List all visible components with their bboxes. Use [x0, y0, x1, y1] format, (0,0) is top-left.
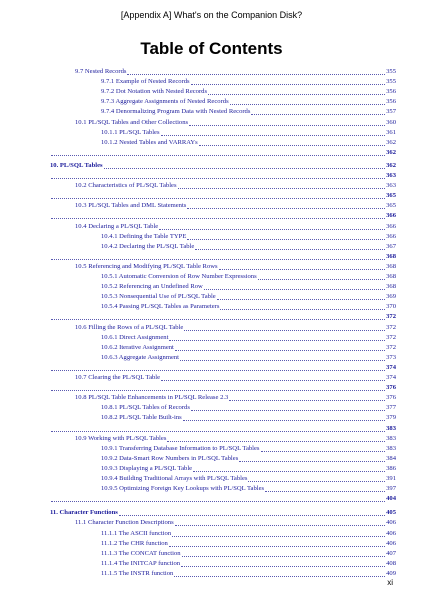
toc-entry-label: 10.9.3 Displaying a PL/SQL Table — [101, 464, 193, 472]
toc-entry-page: 379 — [386, 414, 396, 422]
toc-entry[interactable] — [75, 433, 396, 443]
toc-entry[interactable] — [101, 137, 396, 147]
toc-separator-entry[interactable] — [50, 170, 396, 180]
toc-entry-page: 356 — [386, 98, 396, 106]
toc-entry-page: 365 — [386, 192, 396, 200]
dot-leader — [51, 170, 385, 179]
toc-entry-label: 10.9 Working with PL/SQL Tables — [75, 434, 167, 442]
toc-separator-entry[interactable] — [50, 493, 396, 503]
toc-entry-page: 362 — [386, 161, 396, 169]
toc-entry-label: 10.5.1 Automatic Conversion of Row Number Expressions — [101, 273, 257, 280]
dot-leader — [51, 190, 385, 199]
toc-entry-label: 11.1.3 The CONCAT function — [101, 549, 181, 557]
dot-leader — [51, 251, 385, 260]
toc-entry-label: 10.3 PL/SQL Tables and DML Statements — [75, 202, 187, 210]
toc-separator-entry[interactable] — [50, 382, 396, 392]
toc-entry[interactable] — [101, 538, 396, 548]
toc-entry[interactable] — [101, 352, 396, 362]
toc-entry-page: 357 — [386, 108, 396, 116]
toc-entry[interactable] — [75, 517, 396, 527]
toc-entry-label: 11.1.5 The INSTR function — [101, 569, 174, 577]
toc-entry-page: 376 — [386, 384, 396, 392]
toc-entry-label: 9.7.2 Dot Notation with Nested Records — [101, 88, 208, 96]
toc-entry[interactable] — [101, 241, 396, 251]
toc-entry-page: 366 — [386, 222, 396, 230]
toc-entry-page: 383 — [386, 424, 396, 432]
toc-entry[interactable] — [101, 332, 396, 342]
running-header: [Appendix A] What's on the Companion Disk? — [120, 10, 303, 20]
dot-leader — [258, 271, 385, 280]
toc-separator-entry[interactable] — [50, 147, 396, 157]
toc-entry-page: 363 — [386, 172, 396, 179]
dot-leader — [169, 538, 385, 547]
toc-entry[interactable] — [101, 402, 396, 412]
dot-leader — [159, 221, 385, 230]
dot-leader — [180, 352, 385, 361]
toc-entry-label: 10.1.1 PL/SQL Tables — [101, 128, 160, 136]
toc-entry[interactable] — [75, 392, 396, 402]
toc-entry-label: 10.9.1 Transferring Database Information to PL/SQL Tables — [101, 444, 260, 452]
dot-leader — [175, 517, 385, 526]
toc-entry[interactable] — [101, 76, 396, 86]
toc-entry-page: 356 — [386, 88, 396, 96]
toc-entry-page: 377 — [386, 404, 396, 412]
toc-entry[interactable] — [101, 548, 396, 558]
toc-entry[interactable] — [101, 342, 396, 352]
dot-leader — [51, 382, 385, 391]
toc-entry-label: 10.2 Characteristics of PL/SQL Tables — [75, 182, 177, 190]
page-number: xi — [387, 578, 393, 587]
toc-entry-page: 369 — [386, 293, 396, 301]
dot-leader — [204, 281, 385, 290]
dot-leader — [178, 180, 386, 189]
toc-entry[interactable] — [101, 558, 396, 568]
dot-leader — [161, 127, 386, 136]
dot-leader — [161, 372, 385, 381]
toc-entry-page: 374 — [386, 363, 396, 371]
toc-entry-page: 370 — [386, 303, 396, 311]
toc-entry-label: 10.8.2 PL/SQL Table Built-ins — [101, 414, 182, 422]
toc-entry-page: 383 — [386, 434, 396, 442]
toc-entry-label: 10.1 PL/SQL Tables and Other Collections — [75, 118, 189, 126]
toc-entry-page: 406 — [386, 529, 396, 537]
toc-entry-page: 362 — [386, 138, 396, 146]
toc-entry-label: 10.4.2 Declaring the PL/SQL Table — [101, 242, 195, 250]
dot-leader — [181, 558, 385, 567]
toc-entry-label: 10.4 Declaring a PL/SQL Table — [75, 222, 159, 230]
toc-entry-page: 372 — [386, 313, 396, 321]
toc-entry-page: 397 — [386, 485, 396, 493]
toc-entry-page: 363 — [386, 182, 396, 190]
toc-separator-entry[interactable] — [50, 251, 396, 261]
toc-entry-page: 404 — [386, 495, 396, 503]
dot-leader — [230, 96, 385, 105]
toc-entry-label: 10.9.5 Optimizing Foreign Key Lookups with PL/SQL Tables — [101, 485, 265, 493]
dot-leader — [172, 528, 385, 537]
toc-entry-page: 365 — [386, 202, 396, 210]
toc-entry-page: 406 — [386, 519, 396, 527]
toc-entry[interactable] — [101, 483, 396, 493]
dot-leader — [187, 231, 385, 240]
dot-leader — [119, 507, 385, 516]
toc-entry[interactable] — [50, 507, 396, 517]
dot-leader — [51, 147, 385, 156]
toc-entry-label: 10.5 Referencing and Modifying PL/SQL Table Rows — [75, 262, 218, 270]
dot-leader — [219, 261, 386, 270]
toc-entry[interactable] — [101, 301, 396, 311]
toc-entry[interactable] — [101, 127, 396, 137]
dot-leader — [220, 301, 385, 310]
toc-separator-entry[interactable] — [50, 210, 396, 220]
toc-entry-label: 9.7.1 Example of Nested Records — [101, 78, 190, 86]
dot-leader — [104, 160, 386, 169]
toc-entry-label: 10.6.3 Aggregate Assignment — [101, 353, 180, 361]
toc-entry-page: 373 — [386, 353, 396, 361]
toc-entry[interactable] — [75, 221, 396, 231]
toc-entry-page: 384 — [386, 454, 396, 462]
dot-leader — [51, 493, 385, 502]
toc-entry[interactable] — [75, 200, 396, 210]
toc-entry-page: 355 — [386, 68, 396, 75]
toc-entry-label: 10.5.3 Nonsequential Use of PL/SQL Table — [101, 293, 216, 301]
toc-entry[interactable] — [75, 322, 396, 332]
dot-leader — [127, 66, 385, 75]
toc-entry-page: 372 — [386, 343, 396, 351]
toc-entry[interactable] — [101, 271, 396, 281]
toc-entry-label: 10.7 Clearing the PL/SQL Table — [75, 374, 161, 381]
dot-leader — [199, 137, 385, 146]
toc-entry[interactable] — [101, 281, 396, 291]
toc-entry-label: 9.7 Nested Records — [75, 68, 127, 75]
toc-entry-page: 366 — [386, 232, 396, 240]
toc-entry-page: 368 — [386, 262, 396, 270]
toc-entry[interactable] — [101, 412, 396, 422]
toc-entry-label: 11.1.2 The CHR function — [101, 539, 168, 547]
dot-leader — [174, 568, 385, 577]
toc-entry-page: 368 — [386, 283, 396, 291]
toc-entry[interactable] — [75, 66, 396, 76]
toc-entry-label: 10.9.2 Data-Smart Row Numbers in PL/SQL Tables — [101, 454, 239, 462]
toc-entry[interactable] — [101, 443, 396, 453]
dot-leader — [265, 483, 385, 492]
toc-entry-label: 11. Character Functions — [50, 509, 118, 517]
toc-entry-label: 10.5.2 Referencing an Undefined Row — [101, 283, 203, 291]
toc-entry[interactable] — [75, 117, 396, 127]
toc-entry[interactable] — [101, 528, 396, 538]
toc-entry[interactable] — [101, 453, 396, 463]
dot-leader — [208, 86, 385, 95]
toc-entry-label: 10.8.1 PL/SQL Tables of Records — [101, 404, 190, 412]
toc-entry[interactable] — [101, 106, 396, 116]
toc-entry[interactable] — [101, 568, 396, 578]
toc-entry-label: 10.4.1 Defining the Table TYPE — [101, 232, 187, 240]
dot-leader — [51, 311, 385, 320]
toc-entry-label: 10.6.1 Direct Assignment — [101, 333, 169, 341]
toc-entry-page: 355 — [386, 78, 396, 86]
toc-entry-label: 10.6.2 Iterative Assignment — [101, 343, 174, 351]
toc-entry-label: 9.7.3 Aggregate Assignments of Nested Records — [101, 98, 229, 106]
toc-entry-page: 409 — [386, 569, 396, 577]
toc-entry-page: 374 — [386, 374, 396, 381]
dot-leader — [191, 76, 385, 85]
toc-entry-page: 368 — [386, 273, 396, 280]
toc-entry-label: 10. PL/SQL Tables — [50, 161, 103, 169]
dot-leader — [187, 200, 385, 209]
toc-entry[interactable] — [50, 160, 396, 170]
toc-separator-entry[interactable] — [50, 190, 396, 200]
dot-leader — [229, 392, 385, 401]
toc-entry-page: 386 — [386, 464, 396, 472]
toc-entry-page: 372 — [386, 323, 396, 331]
toc-entry-label: 9.7.4 Denormalizing Program Data with Nested Records — [101, 108, 251, 116]
dot-leader — [51, 423, 385, 432]
dot-leader — [169, 332, 385, 341]
toc-entry-page: 383 — [386, 444, 396, 452]
dot-leader — [51, 210, 385, 219]
toc-entry-label: 10.9.4 Building Traditional Arrays with PL/SQL Tables — [101, 475, 248, 482]
dot-leader — [189, 117, 385, 126]
toc-entry-page: 362 — [386, 148, 396, 156]
dot-leader — [195, 241, 385, 250]
toc-entry[interactable] — [101, 231, 396, 241]
toc-entry[interactable] — [101, 86, 396, 96]
toc-entry[interactable] — [75, 372, 396, 382]
toc-entry[interactable] — [101, 463, 396, 473]
page-title: Table of Contents — [140, 39, 283, 58]
toc-entry-page: 368 — [386, 252, 396, 260]
dot-leader — [248, 473, 385, 482]
toc-entry-page: 361 — [386, 128, 396, 136]
dot-leader — [239, 453, 385, 462]
toc-separator-entry[interactable] — [50, 423, 396, 433]
dot-leader — [191, 402, 385, 411]
toc-entry-label: 11.1.4 The INITCAP function — [101, 559, 181, 567]
toc-entry-page: 391 — [386, 475, 396, 482]
dot-leader — [184, 322, 385, 331]
dot-leader — [193, 463, 385, 472]
toc-entry[interactable] — [101, 96, 396, 106]
dot-leader — [182, 548, 386, 557]
toc-entry-label: 11.1.1 The ASCII function — [101, 529, 172, 537]
toc-entry-page: 367 — [386, 242, 396, 250]
toc-entry-page: 406 — [386, 539, 396, 547]
toc-entry-label: 11.1 Character Function Descriptions — [75, 519, 174, 527]
dot-leader — [217, 291, 385, 300]
dot-leader — [251, 106, 385, 115]
toc-entry-page: 405 — [386, 509, 396, 517]
toc-entry-label: 10.1.2 Nested Tables and VARRAYs — [101, 138, 198, 146]
toc-entry[interactable] — [101, 291, 396, 301]
dot-leader — [183, 412, 385, 421]
toc-entry-page: 376 — [386, 394, 396, 402]
toc-entry-page: 407 — [386, 549, 396, 557]
dot-leader — [261, 443, 386, 452]
toc-entry[interactable] — [101, 473, 396, 483]
toc-entry-page: 372 — [386, 333, 396, 341]
toc-entry-label: 10.6 Filling the Rows of a PL/SQL Table — [75, 323, 184, 331]
toc-entry-label: 10.8 PL/SQL Table Enhancements in PL/SQL Release 2.3 — [75, 394, 229, 402]
toc-entry-page: 360 — [386, 118, 396, 126]
toc-entry-page: 366 — [386, 212, 396, 220]
dot-leader — [167, 433, 385, 442]
toc-entry[interactable] — [75, 180, 396, 190]
dot-leader — [51, 362, 385, 371]
toc-separator-entry[interactable] — [50, 362, 396, 372]
toc-entry[interactable] — [75, 261, 396, 271]
dot-leader — [175, 342, 385, 351]
toc-entry-label: 10.5.4 Passing PL/SQL Tables as Parameters — [101, 303, 220, 311]
toc-entry-page: 408 — [386, 559, 396, 567]
toc-separator-entry[interactable] — [50, 311, 396, 321]
